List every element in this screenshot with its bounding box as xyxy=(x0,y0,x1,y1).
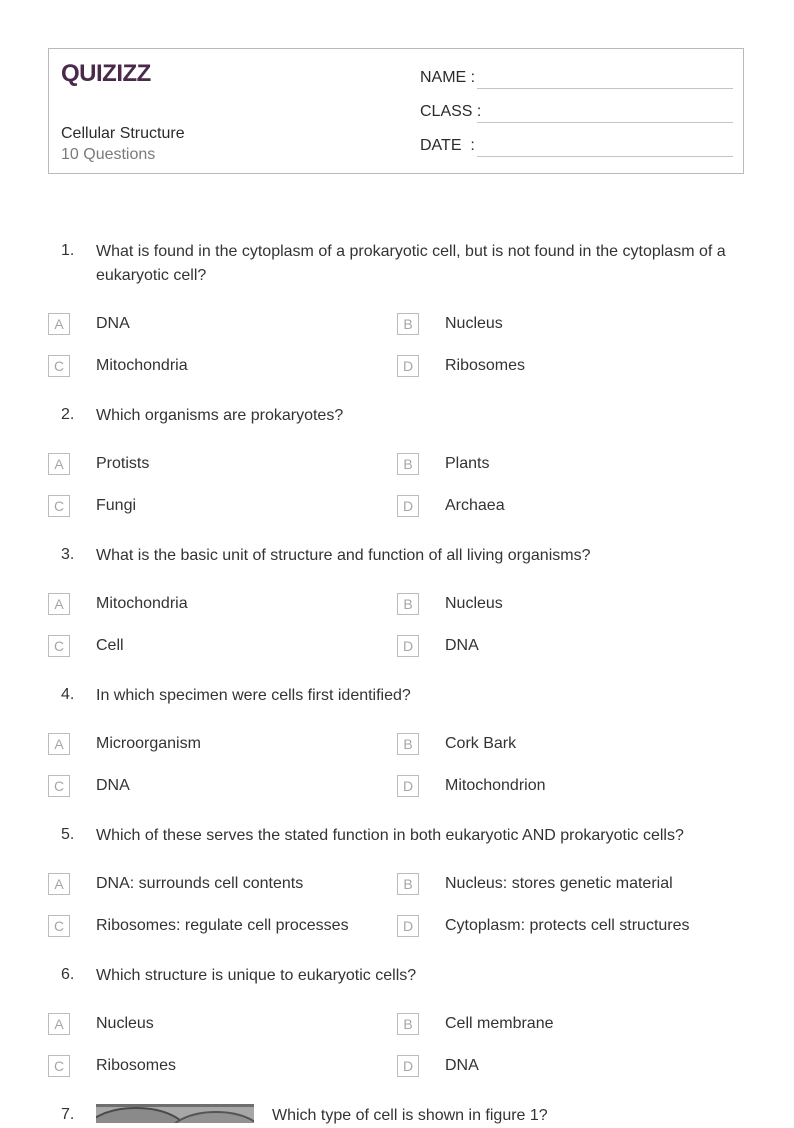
option-box[interactable]: C xyxy=(48,915,70,937)
option-box[interactable]: C xyxy=(48,635,70,657)
option-box[interactable]: D xyxy=(397,915,419,937)
class-label: CLASS : xyxy=(420,103,482,120)
option-text: Ribosomes: regulate cell processes xyxy=(96,917,349,934)
option-text: Archaea xyxy=(445,497,505,514)
option-text: Nucleus xyxy=(445,315,503,332)
question-number: 2. xyxy=(61,406,75,423)
option-box[interactable]: A xyxy=(48,1013,70,1035)
option-box[interactable]: C xyxy=(48,495,70,517)
option-text: Cork Bark xyxy=(445,735,517,752)
question-number: 4. xyxy=(61,686,75,703)
option-text: Nucleus xyxy=(96,1015,154,1032)
quizizz-logo xyxy=(61,59,151,87)
option-box[interactable]: B xyxy=(397,1013,419,1035)
option-box[interactable]: A xyxy=(48,593,70,615)
option-box[interactable]: D xyxy=(397,775,419,797)
name-line[interactable] xyxy=(477,88,733,89)
figure-1-image xyxy=(96,1104,254,1123)
option-text: Nucleus xyxy=(445,595,503,612)
option-text: Cytoplasm: protects cell structures xyxy=(445,917,690,934)
option-box[interactable]: D xyxy=(397,355,419,377)
option-box[interactable]: D xyxy=(397,1055,419,1077)
option-text: Mitochondria xyxy=(96,357,188,374)
option-box[interactable]: C xyxy=(48,1055,70,1077)
option-text: Plants xyxy=(445,455,490,472)
option-box[interactable]: C xyxy=(48,775,70,797)
question-text: Which organisms are prokaryotes? xyxy=(96,407,344,424)
option-text: Ribosomes xyxy=(96,1057,177,1074)
option-box[interactable]: B xyxy=(397,313,419,335)
option-box[interactable]: A xyxy=(48,873,70,895)
option-text: Cell xyxy=(96,637,124,654)
option-box[interactable]: C xyxy=(48,355,70,377)
cell-micrograph-image xyxy=(96,1104,254,1123)
date-line[interactable] xyxy=(477,156,733,157)
option-text: Microorganism xyxy=(96,735,201,752)
question-text: Which type of cell is shown in figure 1? xyxy=(272,1107,548,1124)
option-text: DNA: surrounds cell contents xyxy=(96,875,304,892)
date-label: DATE : xyxy=(420,137,475,154)
question-number: 5. xyxy=(61,826,75,843)
option-text: Ribosomes xyxy=(445,357,526,374)
option-box[interactable]: A xyxy=(48,453,70,475)
option-text: Mitochondria xyxy=(96,595,188,612)
name-label: NAME : xyxy=(420,69,476,86)
question-count: 10 Questions xyxy=(61,146,156,163)
option-text: Nucleus: stores genetic material xyxy=(445,875,673,892)
option-text: Cell membrane xyxy=(445,1015,554,1032)
question-text: Which of these serves the stated function in both eukaryotic AND prokaryotic cells? xyxy=(96,827,684,844)
option-text: DNA xyxy=(96,777,130,794)
option-text: Protists xyxy=(96,455,150,472)
option-box[interactable]: A xyxy=(48,313,70,335)
svg-text:QUIZIZZ: QUIZIZZ xyxy=(61,60,151,87)
option-text: DNA xyxy=(445,1057,479,1074)
option-box[interactable]: B xyxy=(397,733,419,755)
option-text: DNA xyxy=(445,637,479,654)
option-box[interactable]: B xyxy=(397,873,419,895)
worksheet-header xyxy=(48,48,744,174)
option-box[interactable]: D xyxy=(397,635,419,657)
question-text: In which specimen were cells first identified? xyxy=(96,687,411,704)
option-text: Fungi xyxy=(96,497,137,514)
question-text: Which structure is unique to eukaryotic cells? xyxy=(96,967,417,984)
option-box[interactable]: B xyxy=(397,453,419,475)
worksheet-title: Cellular Structure xyxy=(61,125,185,142)
option-box[interactable]: D xyxy=(397,495,419,517)
option-text: Mitochondrion xyxy=(445,777,546,794)
option-box[interactable]: A xyxy=(48,733,70,755)
option-text: DNA xyxy=(96,315,130,332)
question-text: What is the basic unit of structure and function of all living organisms? xyxy=(96,547,591,564)
question-number: 1. xyxy=(61,242,75,259)
option-box[interactable]: B xyxy=(397,593,419,615)
question-number: 7. xyxy=(61,1106,75,1123)
class-line[interactable] xyxy=(477,122,733,123)
question-number: 6. xyxy=(61,966,75,983)
question-text: What is found in the cytoplasm of a prokaryotic cell, but is not found in the cytoplasm of a eukaryotic cell? xyxy=(96,243,726,284)
question-number: 3. xyxy=(61,546,75,563)
